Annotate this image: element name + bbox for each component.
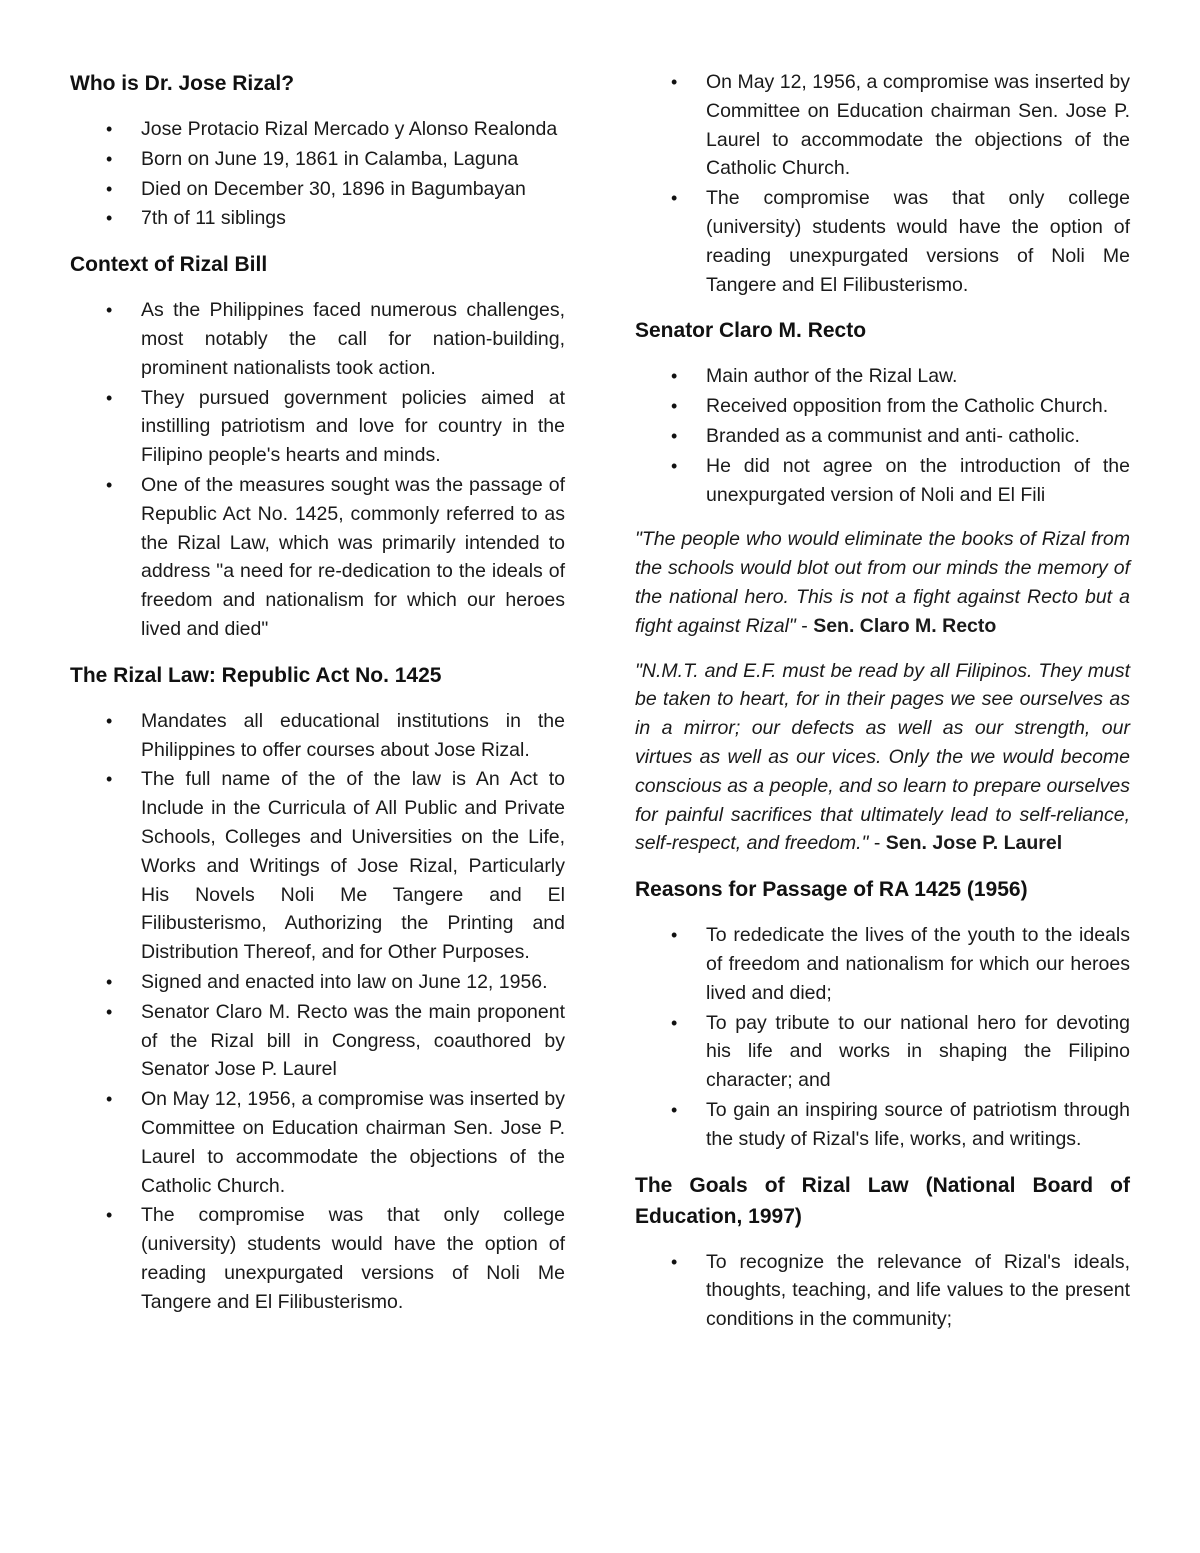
heading-reasons-passage: Reasons for Passage of RA 1425 (1956) [635,878,1028,902]
list-item: • Mandates all educational institutions in the Philippines to offer courses about Jose Rizal. [70,707,565,765]
list-continued-rizal-law [635,68,1130,299]
right-column [635,68,1130,1350]
heading-context-rizal-bill: Context of Rizal Bill [70,253,268,277]
list-item: • To pay tribute to our national hero for devoting his life and works in shaping the Filipino character; and [635,1009,1130,1095]
list-who-is-rizal [70,115,565,233]
list-context-rizal-bill [70,296,565,644]
left-column [70,68,565,1332]
list-senator-recto [635,362,1130,509]
quote-author: Sen. Jose P. Laurel [885,832,1063,855]
heading-senator-recto: Senator Claro M. Recto [635,319,867,343]
list-item: • Jose Protacio Rizal Mercado y Alonso Realonda [70,115,565,144]
quote-recto [635,525,1130,640]
list-item: • Senator Claro M. Recto was the main proponent of the Rizal bill in Congress, coauthored by Senator Jose P. Laurel [70,998,565,1084]
list-item: • One of the measures sought was the passage of Republic Act No. 1425, commonly referred to as the Rizal Law, which was primarily intended to address "a need for re-dedication to the ideals of freedom and nationalism for which our heroes lived and died" [70,471,565,644]
list-item: • Born on June 19, 1861 in Calamba, Laguna [70,145,565,174]
list-goals-rizal-law [635,1248,1130,1334]
list-item: • Main author of the Rizal Law. [635,362,1130,391]
list-item: • The compromise was that only college (university) students would have the option of reading unexpurgated versions of Noli Me Tangere and El Filibusterismo. [635,184,1130,299]
list-item: • To recognize the relevance of Rizal's ideals, thoughts, teaching, and life values to the present conditions in the community; [635,1248,1130,1334]
list-item: • They pursued government policies aimed at instilling patriotism and love for country in the Filipino people's hearts and minds. [70,384,565,470]
list-item: • Died on December 30, 1896 in Bagumbayan [70,175,565,204]
list-item: • The compromise was that only college (university) students would have the option of reading unexpurgated versions of Noli Me Tangere and El Filibusterismo. [70,1201,565,1316]
quote-dash: - [795,614,814,637]
list-item: • To rededicate the lives of the youth to the ideals of freedom and nationalism for which our heroes lived and died; [635,921,1130,1007]
list-item: • Signed and enacted into law on June 12, 1956. [70,968,565,997]
quote-laurel [635,657,1130,859]
list-item: • To gain an inspiring source of patriotism through the study of Rizal's life, works, and writings. [635,1096,1130,1154]
quote-text: "N.M.T. and E.F. must be read by all Filipinos. They must be taken to heart, for in their pages we see ourselves as in a mirror; our defects as well as our strength, our virtues as well as our vices. Only the we would become conscious as a people, and so learn to prepare ourselves for painful sacrifices that ultimately lead to self-reliance, self-respect, and freedom." [635,659,1130,855]
heading-who-is-rizal: Who is Dr. Jose Rizal? [70,72,295,95]
list-item: • On May 12, 1956, a compromise was inserted by Committee on Education chairman Sen. Jose P. Laurel to accommodate the objections of the Catholic Church. [70,1085,565,1200]
list-reasons-passage [635,921,1130,1153]
list-item: • He did not agree on the introduction of the unexpurgated version of Noli and El Fili [635,452,1130,510]
list-item: • On May 12, 1956, a compromise was inserted by Committee on Education chairman Sen. Jose P. Laurel to accommodate the objections of the Catholic Church. [635,68,1130,183]
quote-author: Sen. Claro M. Recto [813,614,997,637]
quote-dash: - [868,832,886,855]
list-item: • The full name of the of the law is An Act to Include in the Curricula of All Public and Private Schools, Colleges and Universities on the Life, Works and Writings of Jose Rizal, Particularly His Novels Noli Me Tangere and El Filibusterismo, Authorizing the Printing and Distribution Thereof, and for Other Purposes. [70,765,565,967]
heading-rizal-law: The Rizal Law: Republic Act No. 1425 [70,663,442,687]
list-rizal-law [70,707,565,1317]
heading-goals-rizal-law: The Goals of Rizal Law (National Board of Education, 1997) [635,1173,1130,1228]
list-item: • Received opposition from the Catholic Church. [635,392,1130,421]
list-item: • 7th of 11 siblings [70,204,565,233]
list-item: • As the Philippines faced numerous challenges, most notably the call for nation-building, prominent nationalists took action. [70,296,565,382]
quote-text: "The people who would eliminate the books of Rizal from the schools would blot out from our minds the memory of the national hero. This is not a fight against Recto but a fight against Rizal" [635,528,1130,637]
list-item: • Branded as a communist and anti- catholic. [635,422,1130,451]
